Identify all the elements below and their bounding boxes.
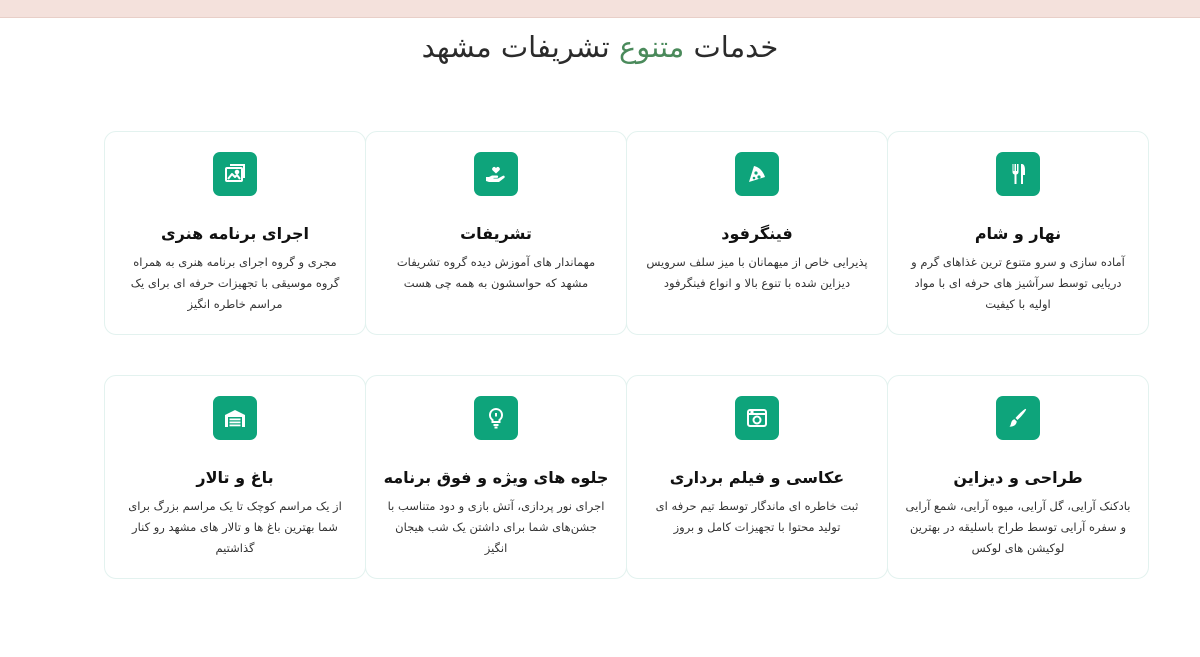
card-description: مجری و گروه اجرای برنامه هنری به همراه گروه موسیقی با تجهیزات حرفه ای برای یک مراسم خاطره انگیز xyxy=(130,255,340,311)
card-description: ثبت خاطره ای ماندگار توسط تیم حرفه ای تولید محتوا با تجهیزات کامل و بروز xyxy=(655,499,859,534)
card-description: مهماندار های آموزش دیده گروه تشریفات مشهد که حواسشون به همه چی هست xyxy=(396,255,596,290)
card-title: عکاسی و فیلم برداری xyxy=(669,468,845,487)
service-card-fingerfood[interactable] xyxy=(626,131,888,335)
title-accent: متنوع xyxy=(618,30,685,64)
card-title: اجرای برنامه هنری xyxy=(160,224,310,243)
card-description: اجرای نور پردازی، آتش بازی و دود متناسب با جشن‌های شما برای داشتن یک شب هیجان انگیز xyxy=(387,499,605,555)
card-title: تشریفات xyxy=(460,224,532,243)
section-title xyxy=(0,30,1200,64)
service-card-art-program[interactable] xyxy=(104,131,366,335)
hand-heart-icon xyxy=(474,152,518,196)
service-card-garden-hall[interactable] xyxy=(104,375,366,579)
service-card-special-effects[interactable] xyxy=(365,375,627,579)
service-card-meals[interactable] xyxy=(887,131,1149,335)
services-row-2 xyxy=(105,375,1149,579)
card-title: طراحی و دیزاین xyxy=(953,468,1083,487)
paint-brush-icon xyxy=(996,396,1040,440)
service-card-ceremony[interactable] xyxy=(365,131,627,335)
services-row-1 xyxy=(105,131,1149,335)
top-bar xyxy=(0,0,1200,18)
card-description: آماده سازی و سرو متنوع ترین غذاهای گرم و دریایی توسط سرآشیز های حرفه ای با مواد اولیه با کیفیت xyxy=(911,255,1125,311)
service-card-photography[interactable] xyxy=(626,375,888,579)
card-title: نهار و شام xyxy=(974,224,1062,243)
card-description: بادکنک آرایی، گل آرایی، میوه آرایی، شمع آرایی و سفره آرایی توسط طراح باسلیقه در بهترین لوکیشن های لوکس xyxy=(905,499,1131,555)
card-description: از یک مراسم کوچک تا یک مراسم بزرگ برای شما بهترین باغ ها و تالار های مشهد رو کنار گذاشتیم xyxy=(128,499,342,555)
lightbulb-icon xyxy=(474,396,518,440)
title-text-end: تشریفات مشهد xyxy=(421,30,619,64)
card-title: جلوه های ویژه و فوق برنامه xyxy=(383,468,609,487)
card-title: فینگرفود xyxy=(721,224,793,243)
card-description: پذیرایی خاص از میهمانان با میز سلف سرویس دیزاین شده با تنوع بالا و انواع فینگرفود xyxy=(646,255,868,290)
camera-icon xyxy=(735,396,779,440)
card-title: باغ و تالار xyxy=(196,468,274,487)
warehouse-icon xyxy=(213,396,257,440)
service-card-design[interactable] xyxy=(887,375,1149,579)
utensils-icon xyxy=(996,152,1040,196)
photo-gallery-icon xyxy=(213,152,257,196)
pizza-slice-icon xyxy=(735,152,779,196)
title-text: خدمات xyxy=(684,30,779,64)
